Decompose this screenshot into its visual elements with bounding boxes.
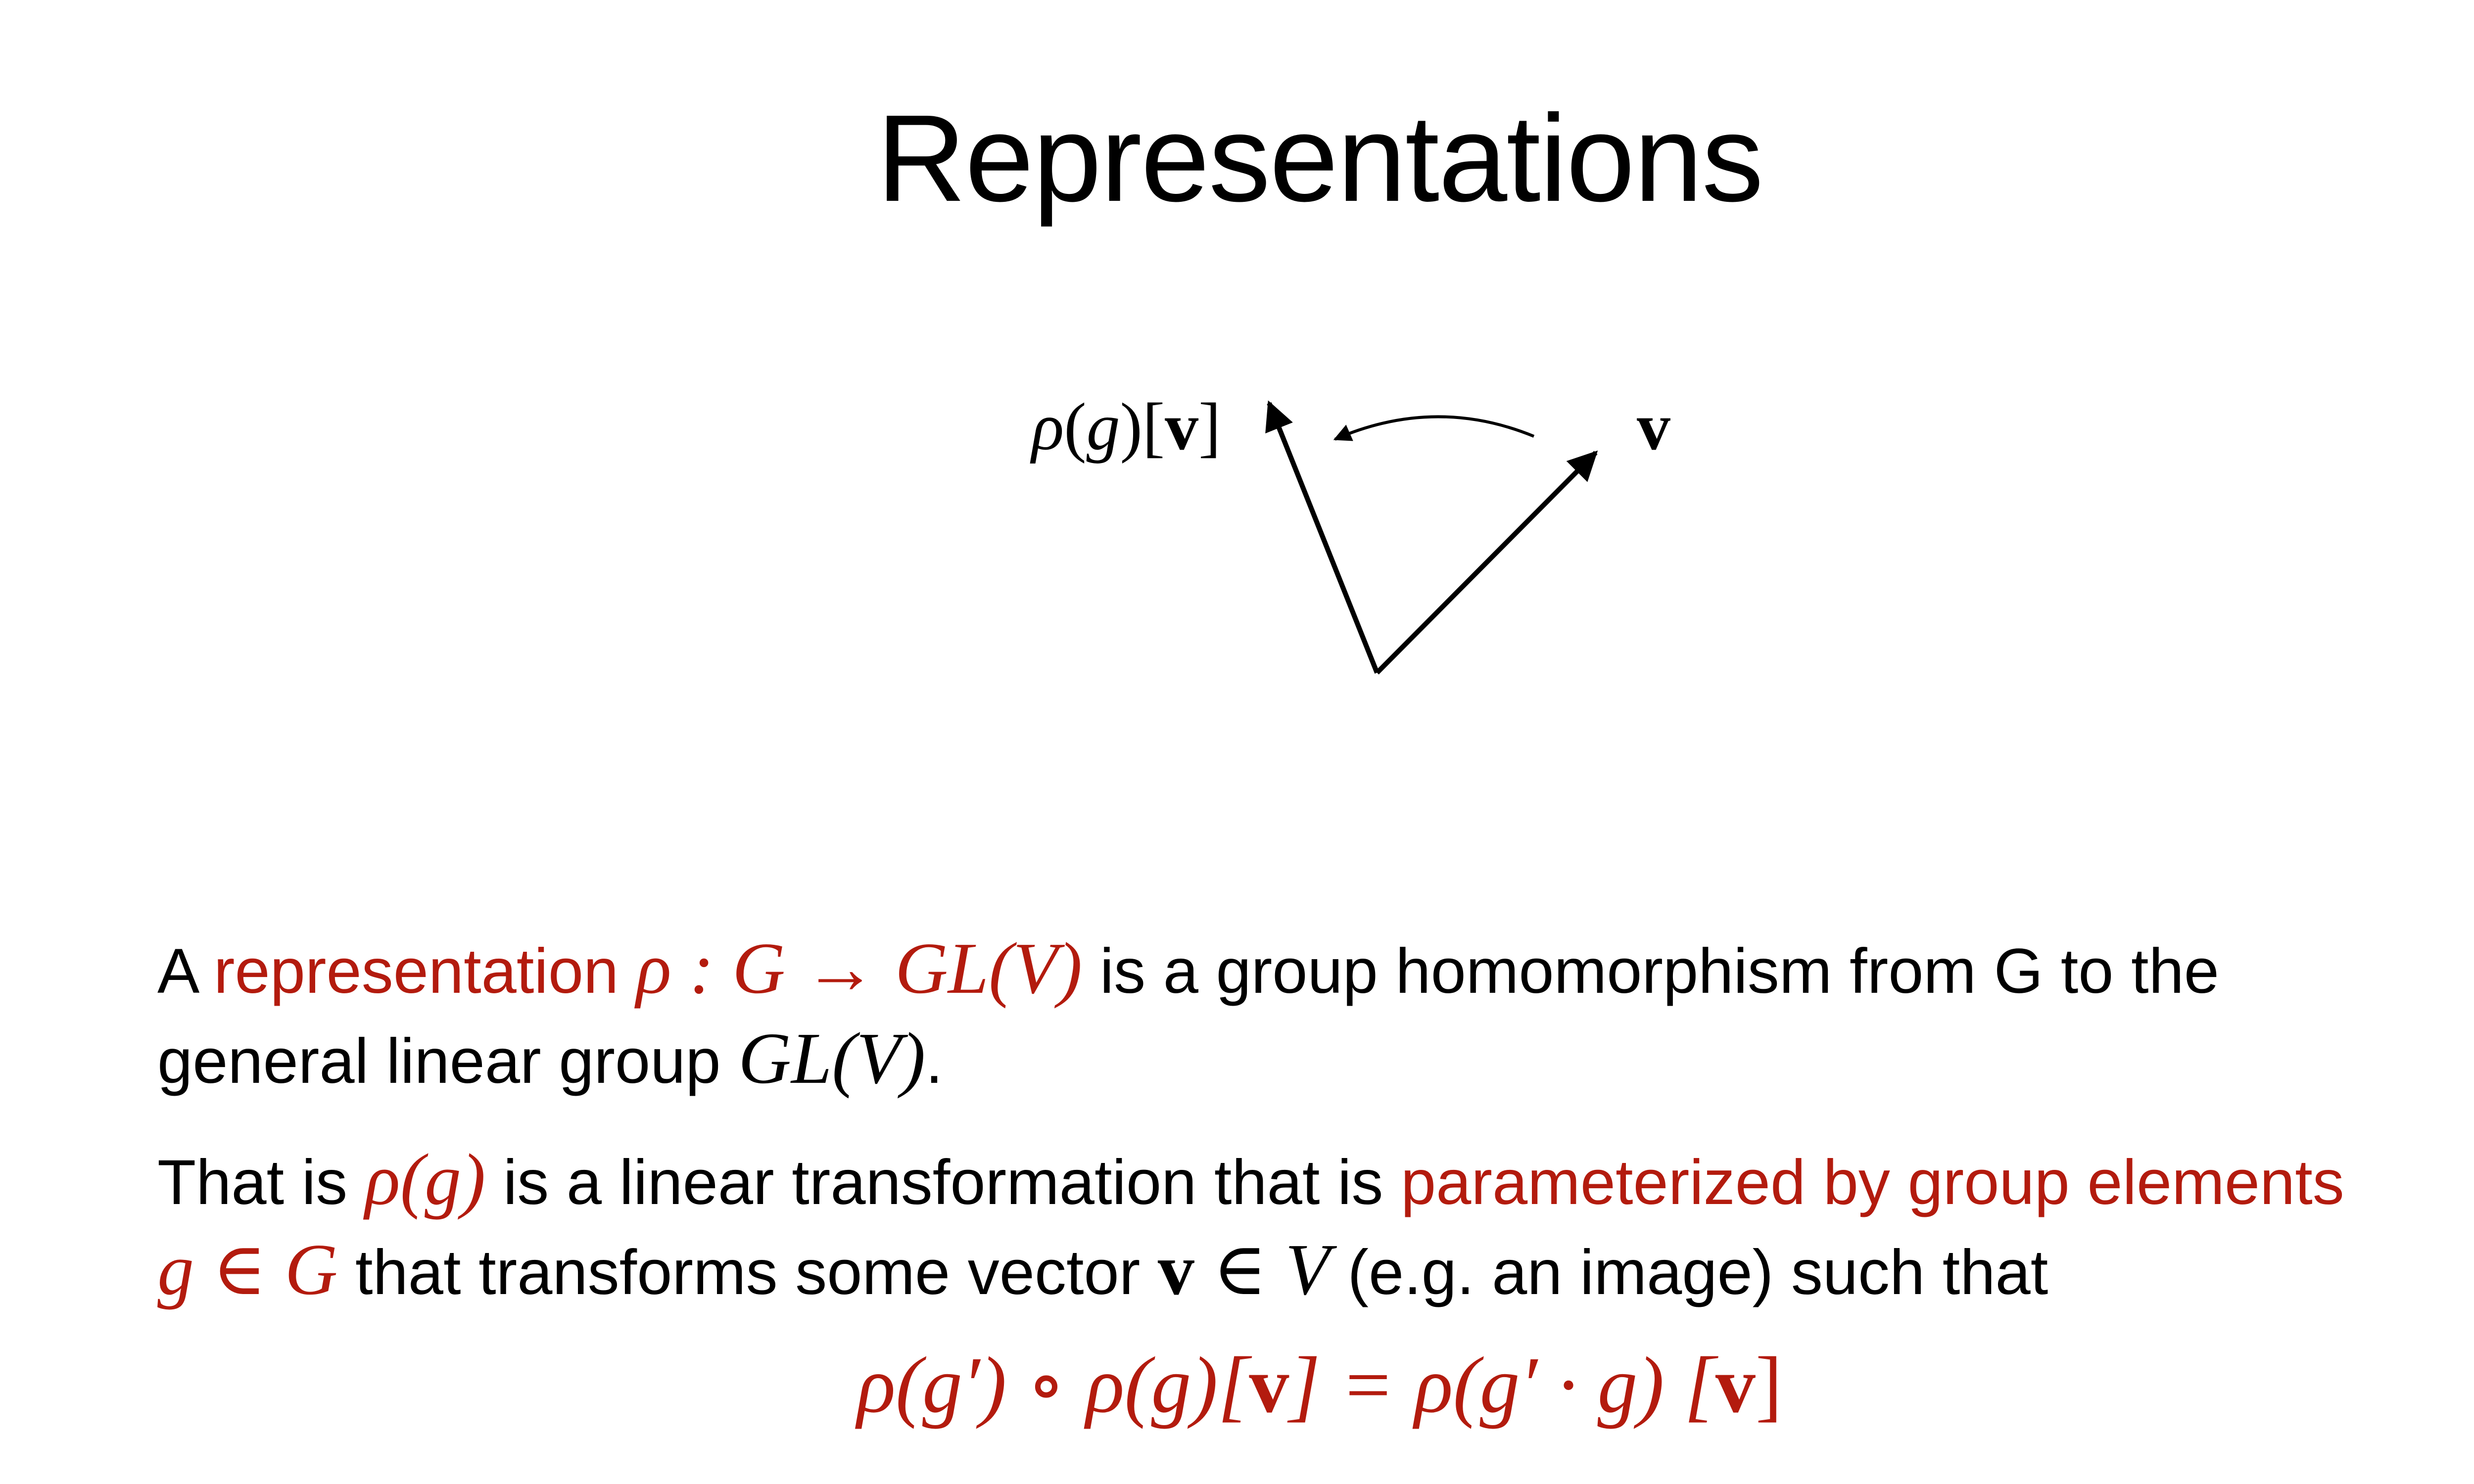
vector-v-arrow [1377, 453, 1596, 673]
rotation-arc-arrow [1335, 417, 1534, 439]
vector-rho-v-arrow [1269, 403, 1377, 673]
homomorphism-equation: ρ(g′) ∘ ρ(g)[v] = ρ(g′ · g) [v] [857, 1341, 1782, 1430]
definition-paragraph: A representation ρ : G → GL(V) is a group homomorphism from G to the general linear group GL(V). [157, 928, 2219, 1099]
label-vector-v: v [1637, 390, 1670, 464]
label-transformed-vector: ρ(g)[v] [1032, 390, 1221, 464]
explanation-paragraph: That is ρ(g) is a linear transformation that is parameterized by group elements g ∈ G that transforms some vector v ∈ V (e.g. an image) such that [157, 1139, 2344, 1310]
slide-title: Representations [876, 89, 1763, 227]
